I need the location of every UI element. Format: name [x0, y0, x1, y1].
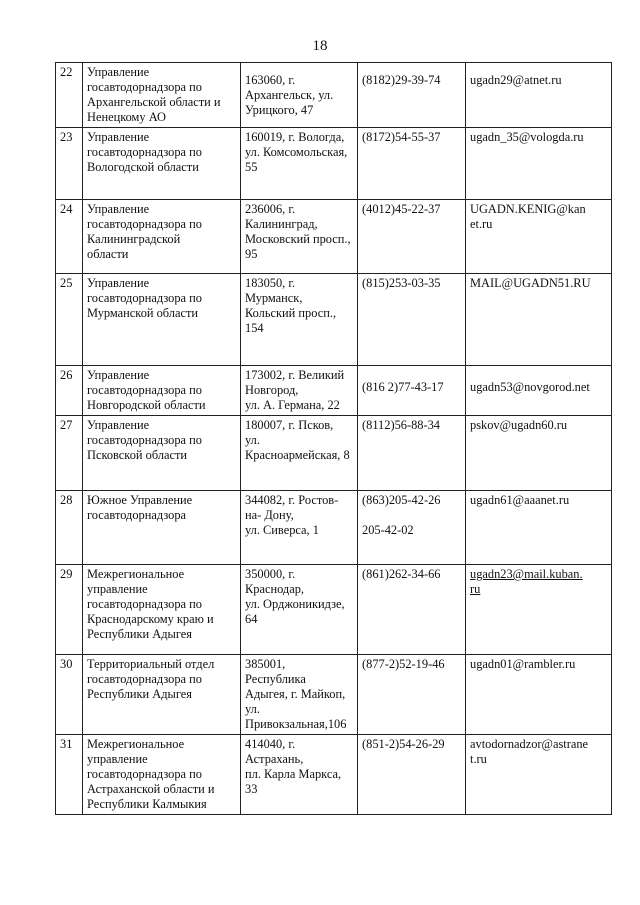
agency-phone: (4012)45-22-37	[358, 200, 466, 274]
agency-phone: (8112)56-88-34	[358, 416, 466, 491]
agency-email[interactable]: ugadn_35@vologda.ru	[466, 128, 612, 200]
agency-email[interactable]: ugadn53@novgorod.net	[466, 366, 612, 416]
table-row	[56, 63, 612, 128]
row-number: 27	[56, 416, 83, 491]
agency-name: Южное Управление госавтодорнадзора	[83, 491, 241, 565]
agency-email[interactable]: ugadn01@rambler.ru	[466, 655, 612, 735]
row-number: 28	[56, 491, 83, 565]
contacts-table	[55, 62, 612, 815]
row-number: 30	[56, 655, 83, 735]
agency-address: 163060, г. Архангельск, ул. Урицкого, 47	[241, 63, 358, 128]
agency-name: Управление госавтодорнадзора по Архангельской области и Ненецкому АО	[83, 63, 241, 128]
agency-address: 160019, г. Вологда, ул. Комсомольская, 55	[241, 128, 358, 200]
agency-address: 344082, г. Ростов- на- Дону, ул. Сиверса, 1	[241, 491, 358, 565]
table-row	[56, 565, 612, 655]
row-number: 31	[56, 735, 83, 815]
row-number: 29	[56, 565, 83, 655]
agency-name: Управление госавтодорнадзора по Псковской области	[83, 416, 241, 491]
page-number: 18	[312, 38, 328, 54]
agency-email[interactable]: ugadn23@mail.kuban. ru	[466, 565, 612, 655]
agency-phone: (877-2)52-19-46	[358, 655, 466, 735]
table-row	[56, 491, 612, 565]
agency-name: Управление госавтодорнадзора по Мурманской области	[83, 274, 241, 366]
agency-phone: (8182)29-39-74	[358, 63, 466, 128]
agency-email[interactable]: avtodornadzor@astrane t.ru	[466, 735, 612, 815]
agency-address: 236006, г. Калининград, Московский просп., 95	[241, 200, 358, 274]
agency-phone: (851-2)54-26-29	[358, 735, 466, 815]
agency-address: 350000, г. Краснодар, ул. Орджоникидзе, 64	[241, 565, 358, 655]
agency-address: 173002, г. Великий Новгород, ул. А. Германа, 22	[241, 366, 358, 416]
agency-phone: (8172)54-55-37	[358, 128, 466, 200]
table-row	[56, 416, 612, 491]
agency-address: 180007, г. Псков, ул. Красноармейская, 8	[241, 416, 358, 491]
agency-address: 414040, г. Астрахань, пл. Карла Маркса, 33	[241, 735, 358, 815]
agency-name: Межрегиональное управление госавтодорнадзора по Астраханской области и Республики Калмыкия	[83, 735, 241, 815]
agency-phone-secondary: 205-42-02	[362, 523, 414, 537]
row-number: 22	[56, 63, 83, 128]
table-row	[56, 274, 612, 366]
row-number: 24	[56, 200, 83, 274]
row-number: 23	[56, 128, 83, 200]
agency-name: Управление госавтодорнадзора по Новгородской области	[83, 366, 241, 416]
table-row	[56, 366, 612, 416]
row-number: 26	[56, 366, 83, 416]
table-row	[56, 200, 612, 274]
agency-email[interactable]: UGADN.KENIG@kan et.ru	[466, 200, 612, 274]
agency-phone: (861)262-34-66	[358, 565, 466, 655]
agency-phone: (816 2)77-43-17	[358, 366, 466, 416]
agency-email[interactable]: ugadn61@aaanet.ru	[466, 491, 612, 565]
agency-phone-cell	[358, 491, 466, 565]
table-row	[56, 735, 612, 815]
agency-name: Межрегиональное управление госавтодорнадзора по Краснодарскому краю и Республики Адыгея	[83, 565, 241, 655]
agency-email[interactable]: pskov@ugadn60.ru	[466, 416, 612, 491]
agency-phone: (815)253-03-35	[358, 274, 466, 366]
agency-email[interactable]: ugadn29@atnet.ru	[466, 63, 612, 128]
agency-email[interactable]: MAIL@UGADN51.RU	[466, 274, 612, 366]
agency-address: 385001, Республика Адыгея, г. Майкоп, ул. Привокзальная,106	[241, 655, 358, 735]
agency-phone: (863)205-42-26	[362, 493, 441, 507]
table-row	[56, 128, 612, 200]
table-row	[56, 655, 612, 735]
agency-name: Территориальный отдел госавтодорнадзора по Республики Адыгея	[83, 655, 241, 735]
agency-name: Управление госавтодорнадзора по Калининградской области	[83, 200, 241, 274]
agency-address: 183050, г. Мурманск, Кольский просп., 154	[241, 274, 358, 366]
row-number: 25	[56, 274, 83, 366]
agency-name: Управление госавтодорнадзора по Вологодской области	[83, 128, 241, 200]
